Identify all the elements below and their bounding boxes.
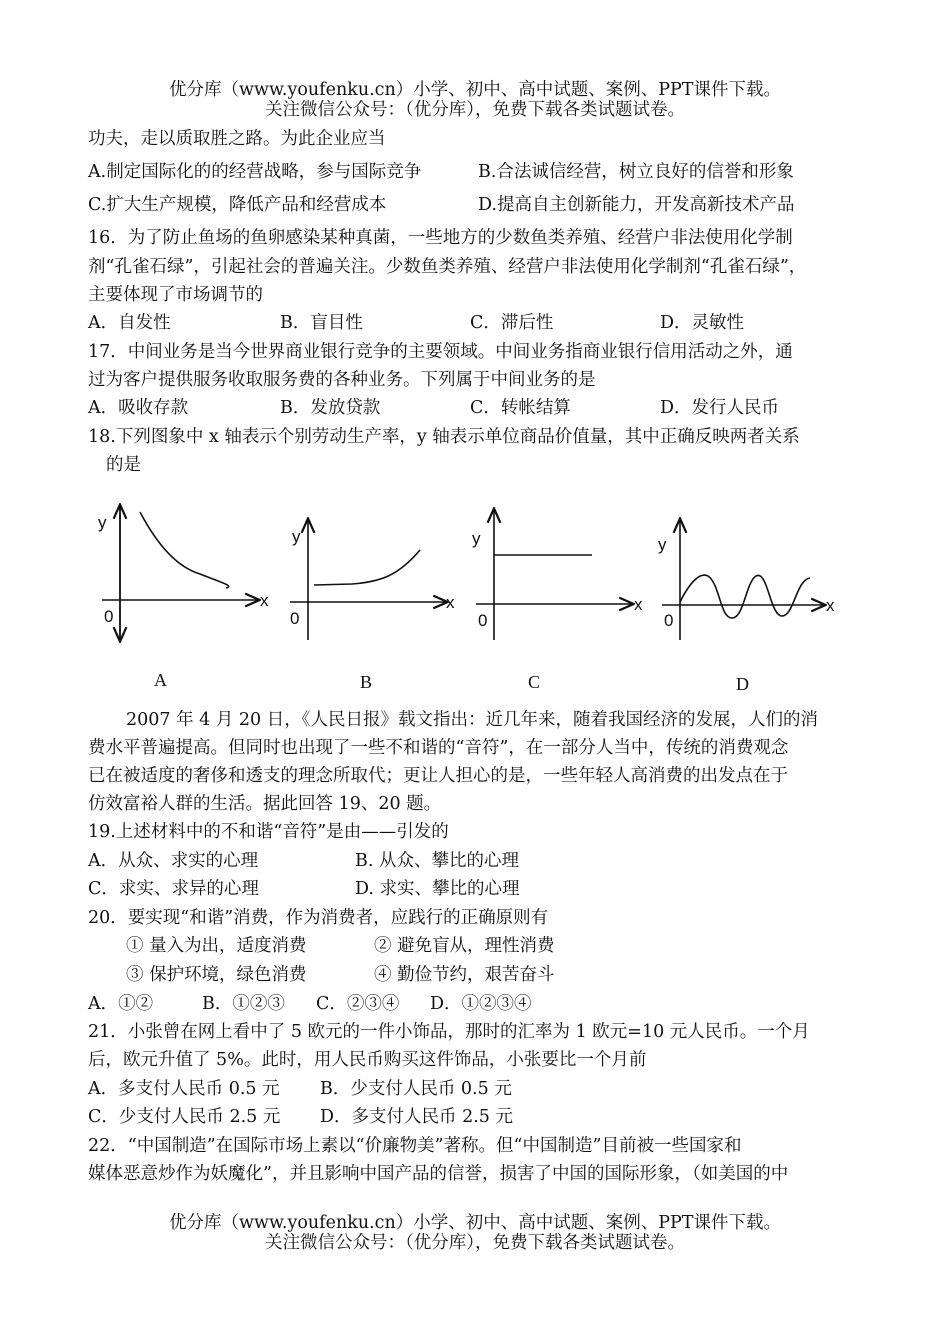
q15-option-b: B.合法诚信经营，树立良好的信誉和形象 — [478, 162, 794, 182]
q20-item-3: ③ 保护环境，绿色消费 — [126, 965, 307, 985]
q17-line-2: 过为客户提供服务收取服务费的各种业务。下列属于中间业务的是 — [88, 370, 596, 390]
q16-line-2: 剂“孔雀石绿”，引起社会的普遍关注。少数鱼类养殖、经营户非法使用化学制剂“孔雀石绿”， — [88, 257, 807, 277]
q17-line-1: 17．中间业务是当今世界商业银行竞争的主要领域。中间业务指商业银行信用活动之外，通 — [88, 342, 793, 362]
graph-d-y-label: y — [658, 535, 667, 554]
q20-option-c: C．②③④ — [316, 994, 400, 1014]
q21-option-d: D．多支付人民币 2.5 元 — [320, 1107, 513, 1127]
q16-option-b: B．盲目性 — [280, 313, 363, 333]
header-line-1: 优分库（www.youfenku.cn）小学、初中、高中试题、案例、PPT课件下载。 — [169, 80, 781, 100]
footer-line-1: 优分库（www.youfenku.cn）小学、初中、高中试题、案例、PPT课件下载。 — [169, 1213, 781, 1233]
header-line-2: 关注微信公众号：（优分库），免费下载各类试题试卷。 — [265, 100, 685, 120]
q15-option-d: D.提高自主创新能力，开发高新技术产品 — [478, 195, 795, 215]
passage-line-3: 已在被适度的奢侈和透支的理念所取代；更让人担心的是，一些年轻人高消费的出发点在于 — [88, 766, 788, 786]
q20-item-1: ① 量入为出，适度消费 — [126, 936, 307, 956]
q17-option-a: A．吸收存款 — [88, 398, 189, 418]
q16-line-3: 主要体现了市场调节的 — [88, 285, 263, 305]
graph-a — [98, 506, 269, 690]
q18-line-2: 的是 — [106, 455, 141, 475]
graph-b-origin: 0 — [290, 609, 300, 628]
graph-d-x-label: x — [826, 596, 835, 615]
footer-line-2: 关注微信公众号：（优分库），免费下载各类试题试卷。 — [265, 1233, 685, 1253]
graph-a-x-label: x — [260, 591, 269, 610]
q16-option-c: C．滞后性 — [470, 313, 554, 333]
passage-line-4: 仿效富裕人群的生活。据此回答 19、20 题。 — [88, 794, 442, 814]
q19-option-d: D. 求实、攀比的心理 — [355, 879, 520, 899]
q21-option-c: C．少支付人民币 2.5 元 — [88, 1107, 281, 1127]
q17-option-b: B．发放贷款 — [280, 398, 381, 418]
graph-c — [472, 510, 643, 692]
q20-item-2: ② 避免盲从，理性消费 — [374, 936, 555, 956]
graph-b-x-label: x — [446, 593, 455, 612]
graph-b — [290, 520, 455, 692]
passage-line-2: 费水平普遍提高。但同时也出现了一些不和谐的“音符”，在一部分人当中，传统的消费观念 — [88, 738, 789, 758]
q20-option-a: A．①② — [88, 994, 154, 1014]
graph-a-label: A — [154, 670, 167, 690]
graph-a-curve — [140, 512, 229, 588]
graph-d — [658, 520, 835, 694]
q16-option-d: D．灵敏性 — [660, 313, 745, 333]
q16-line-1: 16．为了防止鱼场的鱼卵感染某种真菌，一些地方的少数鱼类养殖、经营户非法使用化学制 — [88, 228, 793, 248]
q19-option-a: A．从众、求实的心理 — [88, 851, 259, 871]
graph-c-label: C — [528, 672, 541, 692]
q21-line-2: 后，欧元升值了 5%。此时，用人民币购买这件饰品，小张要比一个月前 — [88, 1050, 647, 1070]
graph-d-label: D — [736, 674, 749, 694]
q19-option-c: C．求实、求异的心理 — [88, 879, 259, 899]
graph-b-y-label: y — [292, 527, 301, 546]
graph-d-origin: 0 — [664, 611, 674, 630]
graph-c-origin: 0 — [478, 611, 488, 630]
q18-graphs-svg — [80, 490, 848, 700]
q21-line-1: 21．小张曾在网上看中了 5 欧元的一件小饰品，那时的汇率为 1 欧元=10 元人民币。一个月 — [88, 1022, 810, 1042]
q21-option-b: B．少支付人民币 0.5 元 — [320, 1079, 512, 1099]
q20-option-b: B．①②③ — [202, 994, 285, 1014]
q20-item-4: ④ 勤俭节约，艰苦奋斗 — [374, 965, 555, 985]
graph-c-y-label: y — [472, 529, 481, 548]
graph-c-x-label: x — [634, 595, 643, 614]
graph-a-origin: 0 — [104, 607, 114, 626]
q17-option-c: C．转帐结算 — [470, 398, 571, 418]
q15-option-c: C.扩大生产规模，降低产品和经营成本 — [88, 195, 387, 215]
q15-stem-tail: 功夫，走以质取胜之路。为此企业应当 — [88, 129, 386, 149]
graph-a-y-label: y — [98, 513, 107, 532]
q16-option-a: A．自发性 — [88, 313, 171, 333]
q20-option-d: D．①②③④ — [430, 994, 532, 1014]
q21-option-a: A．多支付人民币 0.5 元 — [88, 1079, 280, 1099]
q22-line-2: 媒体恶意炒作为妖魔化”，并且影响中国产品的信誉，损害了中国的国际形象，（如美国的中 — [88, 1164, 789, 1184]
q20-stem: 20．要实现“和谐”消费，作为消费者，应践行的正确原则有 — [88, 908, 549, 928]
graph-d-curve — [680, 575, 810, 618]
q18-graph-figure — [80, 490, 848, 700]
q19-stem: 19.上述材料中的不和谐“音符”是由——引发的 — [88, 822, 449, 842]
graph-b-label: B — [360, 672, 373, 692]
q17-option-d: D．发行人民币 — [660, 398, 780, 418]
passage-line-1: 2007 年 4 月 20 日，《人民日报》载文指出：近几年来，随着我国经济的发展，人们的消 — [126, 710, 818, 730]
q18-line-1: 18.下列图象中 x 轴表示个别劳动生产率，y 轴表示单位商品价值量，其中正确反映两者关系 — [88, 427, 800, 447]
graph-b-curve — [314, 550, 420, 585]
q19-option-b: B. 从众、攀比的心理 — [355, 851, 519, 871]
q15-option-a: A.制定国际化的的经营战略，参与国际竞争 — [88, 162, 422, 182]
q22-line-1: 22．“中国制造”在国际市场上素以“价廉物美”著称。但“中国制造”目前被一些国家和 — [88, 1136, 742, 1156]
